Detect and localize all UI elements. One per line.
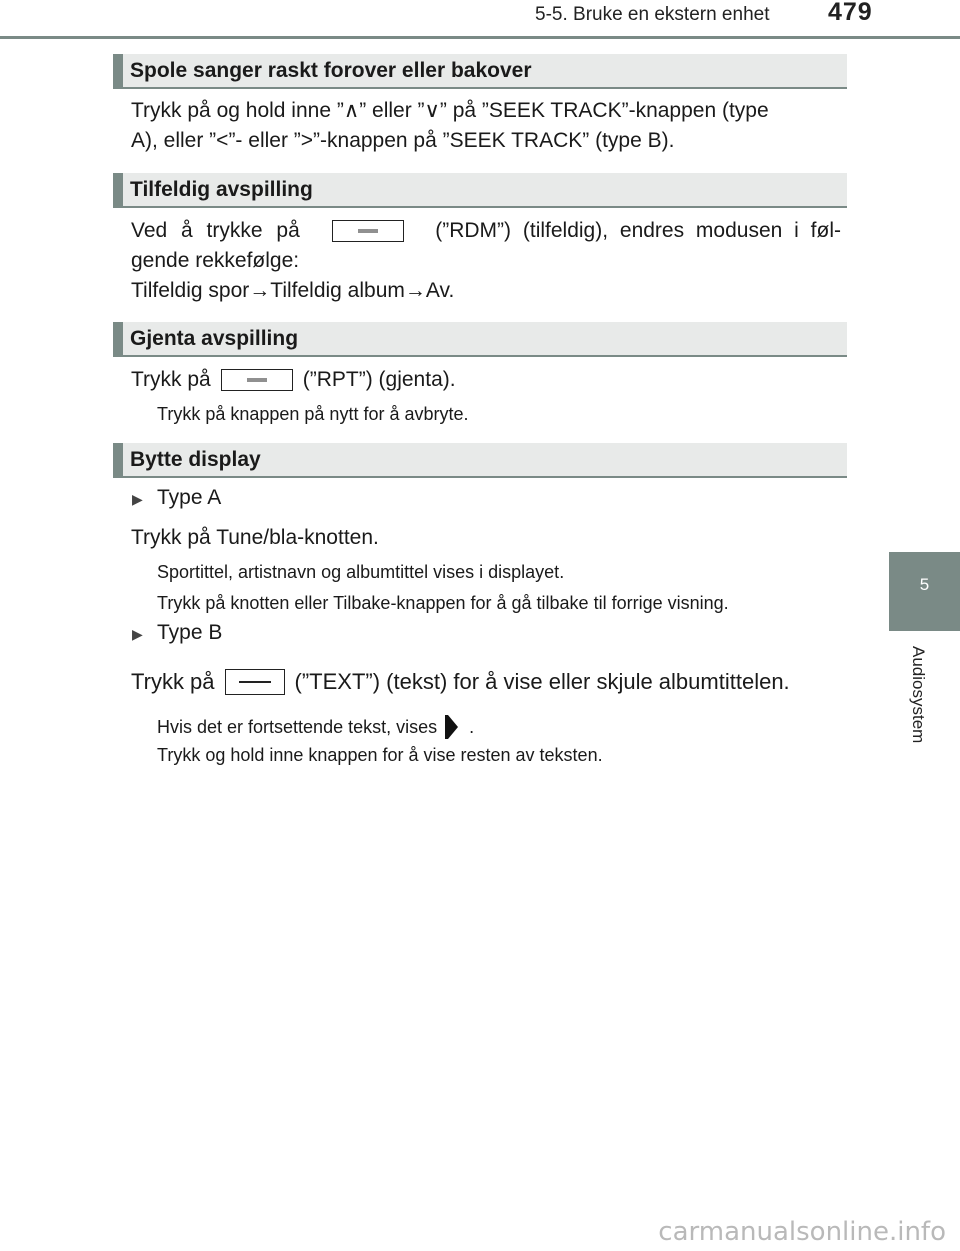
continue-arrow-icon	[445, 713, 461, 741]
section-title: Tilfeldig avspilling	[130, 178, 313, 201]
header-section-title: 5-5. Bruke en ekstern enhet	[535, 4, 770, 25]
section-heading-repeat	[113, 322, 847, 357]
type-b-note1-before: Hvis det er fortsettende tekst, vises	[157, 717, 438, 737]
repeat-line1	[131, 365, 456, 395]
section-title: Spole sanger raskt forover eller bakover	[130, 59, 532, 82]
random-line3: Tilfeldig spor→Tilfeldig album→Av.	[131, 279, 455, 302]
type-b-line	[131, 667, 790, 697]
section-heading-display	[113, 443, 847, 478]
type-a-note1: Sportittel, artistnavn og albumtittel vises i displayet.	[157, 562, 565, 582]
type-b-label: Type B	[157, 621, 223, 644]
repeat-text-before: Trykk på	[131, 368, 211, 391]
page-number: 479	[828, 0, 873, 26]
header-rule	[0, 36, 960, 39]
chapter-number: 5	[919, 575, 930, 594]
random-text-after: (”RDM”) (tilfeldig), endres modusen i føl-	[435, 219, 841, 242]
type-b-note1	[157, 713, 474, 741]
text-button-icon	[225, 669, 285, 695]
repeat-text-after: (”RPT”) (gjenta).	[302, 368, 456, 391]
random-text-before: Ved å trykke på	[131, 219, 300, 242]
seek-body-line1: Trykk på og hold inne ”∧” eller ”∨” på ”SEEK TRACK”-knappen (type	[131, 99, 769, 122]
type-a-action: Trykk på Tune/bla-knotten.	[131, 526, 379, 549]
seek-body-line2: A), eller ”<”- eller ”>”-knappen på ”SEEK TRACK” (type B).	[131, 129, 675, 152]
random-line1	[131, 216, 841, 246]
rpt-button-icon	[221, 369, 293, 391]
watermark: carmanualsonline.info	[658, 1217, 946, 1247]
type-b-text-before: Trykk på	[131, 669, 215, 694]
bullet-triangle-icon: ▶	[132, 491, 143, 507]
type-a-label: Type A	[157, 486, 222, 509]
type-b-note2: Trykk og hold inne knappen for å vise resten av teksten.	[157, 745, 603, 765]
type-b-text-after: (”TEXT”) (tekst) for å vise eller skjule albumtittelen.	[294, 669, 790, 694]
repeat-note: Trykk på knappen på nytt for å avbryte.	[157, 404, 469, 424]
section-heading-random	[113, 173, 847, 208]
type-b-note1-after: .	[469, 717, 475, 737]
section-title: Gjenta avspilling	[130, 327, 299, 350]
chapter-label: Audiosystem	[909, 646, 928, 744]
bullet-triangle-icon: ▶	[132, 626, 143, 642]
section-heading-seek	[113, 54, 847, 89]
rdm-button-icon	[332, 220, 404, 242]
section-title: Bytte display	[130, 448, 261, 471]
type-a-note2: Trykk på knotten eller Tilbake-knappen for å gå tilbake til forrige visning.	[157, 593, 729, 613]
random-line2: gende rekkefølge:	[131, 249, 300, 272]
